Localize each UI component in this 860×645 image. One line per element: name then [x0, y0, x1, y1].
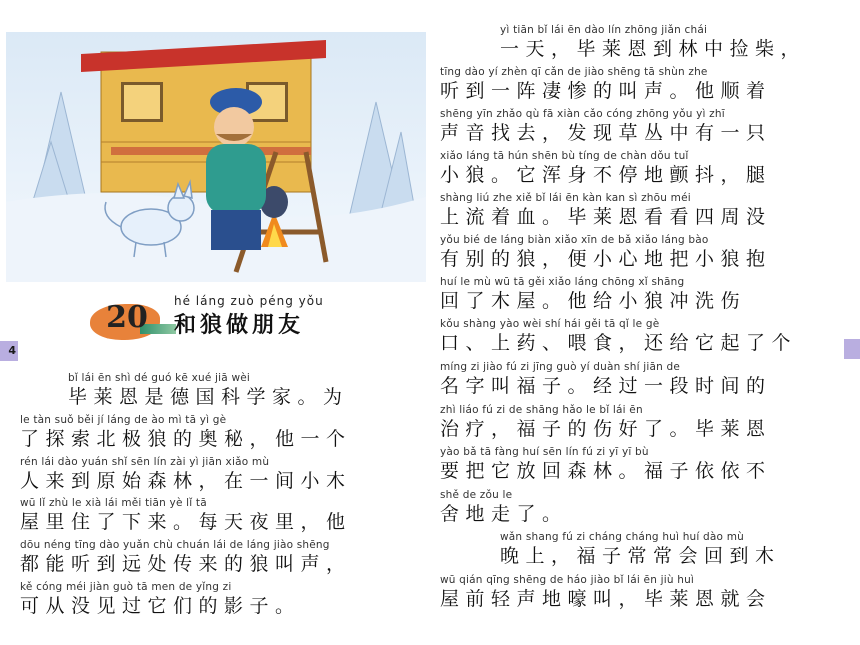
line-text: 晚上，福子常常会回到木	[500, 545, 781, 567]
line-pinyin: kǒu shàng yào wèi shí hái gěi tā qǐ le gè	[440, 318, 660, 330]
line-text: 毕莱恩是德国科学家。为	[68, 386, 349, 408]
line-pinyin: shě de zǒu le	[440, 489, 513, 501]
page-number-tab-right	[844, 339, 860, 359]
line-text: 小狼。它浑身不停地颤抖，腿	[440, 164, 772, 186]
page-number-tab: 4	[0, 341, 18, 361]
text-line	[440, 318, 797, 355]
line-pinyin: bǐ lái ēn shì dé guó kē xué jiā wèi	[68, 372, 251, 384]
text-line	[20, 456, 352, 493]
lesson-title: 和狼做朋友	[174, 313, 305, 338]
text-line	[440, 276, 746, 313]
lesson-title-pinyin: hé láng zuò péng yǒu	[174, 294, 324, 308]
text-line	[440, 404, 772, 441]
line-pinyin: yào bǎ tā fàng huí sēn lín fú zi yī yī bù	[440, 446, 649, 458]
line-pinyin: wū lǐ zhù le xià lái měi tiān yè lǐ tā	[20, 497, 207, 509]
line-text: 了探索北极狼的奥秘，他一个	[20, 428, 352, 450]
line-pinyin: zhì liáo fú zi de shāng hǎo le bǐ lái ēn	[440, 404, 643, 416]
line-text: 回了木屋。他给小狼冲洗伤	[440, 290, 747, 312]
line-pinyin: xiǎo láng tā hún shēn bù tíng de chàn dǒu tuǐ	[440, 150, 689, 162]
text-line	[440, 489, 568, 526]
text-line	[20, 414, 352, 451]
lesson-title-block	[174, 294, 324, 339]
text-line	[440, 150, 772, 187]
line-pinyin: rén lái dào yuán shǐ sēn lín zài yì jiān xiǎo mù	[20, 456, 270, 468]
line-pinyin: le tàn suǒ běi jí láng de ào mì tā yì gè	[20, 414, 227, 426]
line-pinyin: yǒu bié de láng biàn xiǎo xīn de bǎ xiǎo láng bào	[440, 234, 709, 246]
wooden-cabin	[81, 40, 326, 192]
line-pinyin: dōu néng tīng dào yuǎn chù chuán lái de láng jiào shēng	[20, 539, 330, 551]
line-text: 屋前轻声地嚎叫，毕莱恩就会	[440, 588, 772, 610]
text-line	[440, 361, 772, 398]
line-pinyin: shàng liú zhe xiě bǐ lái ēn kàn kan sì zhōu méi	[440, 192, 691, 204]
line-text: 上流着血。毕莱恩看看四周没	[440, 206, 772, 228]
line-pinyin: wǎn shang fú zi cháng cháng huì huí dào mù	[500, 531, 744, 543]
line-text: 都能听到远处传来的狼叫声，	[20, 553, 352, 575]
line-pinyin: yì tiān bǐ lái ēn dào lín zhōng jiǎn chái	[500, 24, 708, 36]
line-text: 口、上药、喂食，还给它起了个	[440, 332, 798, 354]
line-pinyin: huí le mù wū tā gěi xiǎo láng chōng xǐ shāng	[440, 276, 685, 288]
text-line	[440, 192, 772, 229]
text-line	[68, 372, 349, 409]
line-text: 声音找去，发现草丛中有一只	[440, 122, 772, 144]
line-text: 听到一阵凄惨的叫声。他顺着	[440, 80, 772, 102]
text-line	[20, 497, 352, 534]
text-line	[20, 581, 301, 618]
line-text: 要把它放回森林。福子依依不	[440, 460, 772, 482]
text-line	[440, 234, 772, 271]
line-text: 治疗，福子的伤好了。毕莱恩	[440, 418, 772, 440]
lesson-illustration	[6, 32, 426, 282]
line-text: 人来到原始森林，在一间小木	[20, 470, 352, 492]
text-line	[440, 574, 772, 611]
right-page	[430, 0, 860, 645]
line-pinyin: shēng yīn zhǎo qù fā xiàn cǎo cóng zhōng yǒu yì zhī	[440, 108, 725, 120]
line-pinyin: míng zi jiào fú zi jīng guò yí duàn shí jiān de	[440, 361, 681, 373]
line-pinyin: kě cóng méi jiàn guò tā men de yǐng zi	[20, 581, 232, 593]
line-text: 屋里住了下来。每天夜里，他	[20, 511, 352, 533]
line-text: 一天，毕莱恩到林中捡柴，	[500, 38, 807, 60]
text-line	[440, 446, 772, 483]
line-text: 有别的狼，便小心地把小狼抱	[440, 248, 772, 270]
line-pinyin: tīng dào yí zhèn qī cǎn de jiào shēng tā shùn zhe	[440, 66, 708, 78]
line-pinyin: wū qián qīng shēng de háo jiào bǐ lái ēn jiù huì	[440, 574, 695, 586]
lesson-number: 20	[106, 300, 148, 335]
line-text: 舍地走了。	[440, 503, 568, 525]
text-line	[440, 108, 772, 145]
text-line	[500, 531, 781, 568]
line-text: 可从没见过它们的影子。	[20, 595, 301, 617]
text-line	[20, 539, 352, 576]
line-text: 名字叫福子。经过一段时间的	[440, 375, 772, 397]
text-line	[440, 66, 772, 103]
text-line	[500, 24, 806, 61]
